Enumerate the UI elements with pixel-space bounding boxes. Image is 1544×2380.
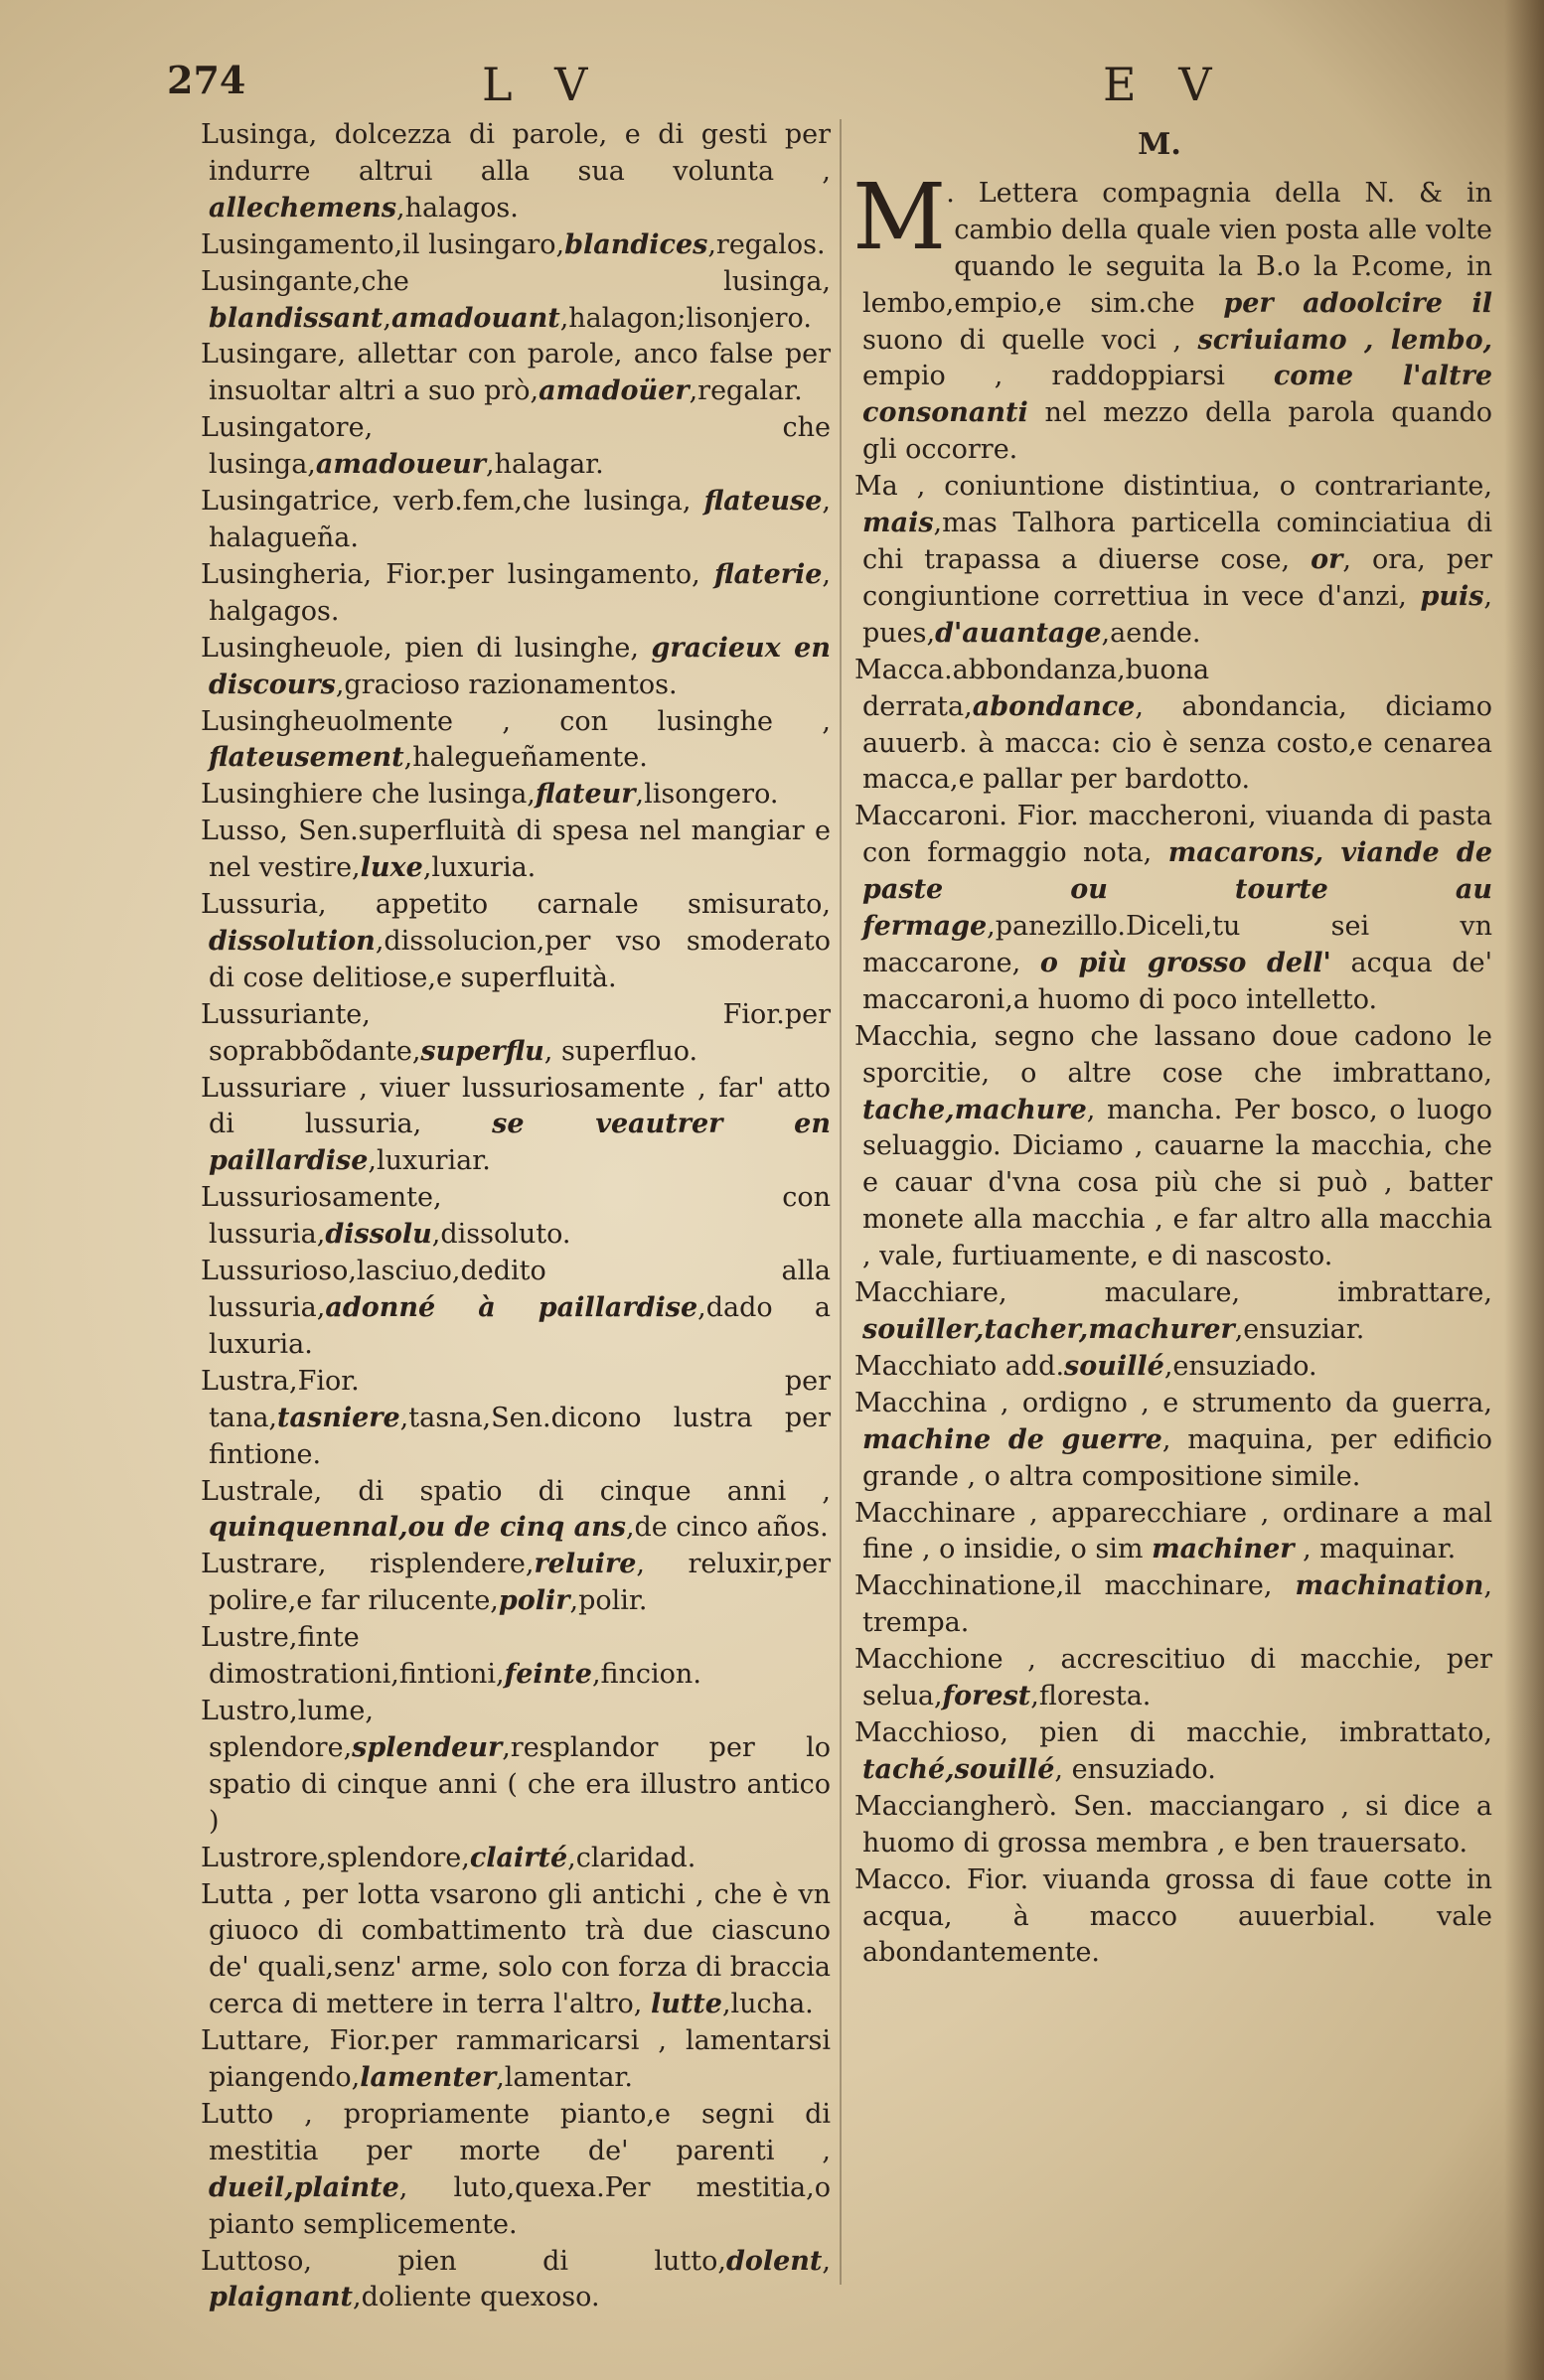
dictionary-entry: Lutta , per lotta vsarono gli antichi , che è vn giuoco di combattimento trà due ciascuno de' quali,senz' arme, solo con forza di braccia cerca di mettere in terra l'altro, lutte,lucha. [201,1878,831,2020]
dictionary-entry: Macchioso, pien di macchie, imbrattato, taché,souillé, ensuziado. [854,1716,1492,1785]
running-header [0,58,1544,117]
dictionary-entry: Lusingamento,il lusingaro,blandices,regalos. [201,228,826,260]
right-running-title: E V [1103,58,1226,111]
dictionary-entry: Lusso, Sen.superfluità di spesa nel mangiar e nel vestire,luxe,luxuria. [201,816,831,884]
dictionary-entry: Lussurioso,lasciuo,dedito alla lussuria,adonné à paillardise,dado a luxuria. [201,1256,831,1360]
dictionary-entry: Lusingatrice, verb.fem,che lusinga, flateuse, halagueña. [201,486,831,553]
dictionary-entry: Lustrare, risplendere,reluire, reluxir,per polire,e far rilucente,polir,polir. [201,1549,831,1617]
dictionary-entry: Macca.abbondanza,buona derrata,abondance, abondancia, diciamo auuerb. à macca: cio è senza costo,e cenarea macca,e pallar per bardotto. [854,654,1492,796]
dictionary-entry: Macchione , accrescitiuo di macchie, per selua,forest,floresta. [854,1644,1492,1712]
dictionary-entry: Lustrore,splendore,clairté,claridad. [201,1842,696,1873]
left-running-title: L V [482,58,602,111]
dictionary-entry: Lutto , propriamente pianto,e segni di mestitia per morte de' parenti , dueil,plainte, luto,quexa.Per mestitia,o pianto semplicemente. [201,2098,831,2240]
dictionary-entry: Macchiare, maculare, imbrattare, souiller,tacher,machurer,ensuziar. [854,1277,1492,1345]
dictionary-entry: Maccaroni. Fior. maccheroni, viuanda di pasta con formaggio nota, macarons, viande de paste ou tourte au fermage,panezillo.Diceli,tu sei vn maccarone, o più grosso dell' acqua de' maccaroni,a huomo di poco intelletto. [854,801,1492,1015]
dictionary-entry: Ma , coniuntione distintiua, o contrariante, mais,mas Talhora particella cominciatiua di chi trapassa a diuerse cose, or, ora, per congiuntione correttiua in vece d'anzi, puis, pues,d'auantage,aende. [854,471,1492,649]
dictionary-entry: Lussuriosamente, con lussuria,dissolu,dissoluto. [201,1182,831,1251]
dictionary-entry: Lusingheuole, pien di lusinghe, gracieux en discours,gracioso razionamentos. [201,632,831,700]
dictionary-entry: Lussuriare , viuer lussuriosamente , far' atto di lussuria, se veautrer en paillardise,luxuriar. [201,1072,831,1177]
dictionary-entry: Lusinghiere che lusinga,flateur,lisongero. [201,779,779,811]
dictionary-entry: Macchinatione,il macchinare, machination, trempa. [854,1570,1492,1639]
dictionary-entry: Lustro,lume, splendore,splendeur,resplandor per lo spatio di cinque anni ( che era illustro antico ) [201,1695,831,1837]
page-number: 274 [167,58,246,102]
dictionary-entry: Macchinare , apparecchiare , ordinare a mal fine , o insidie, o sim machiner , maquinar. [854,1497,1492,1565]
dictionary-entry: Lusingante,che lusinga, blandissant,amadouant,halagon;lisonjero. [201,265,831,334]
dictionary-entry: Macciangherò. Sen. macciangaro , si dice a huomo di grossa membra , e ben trauersato. [854,1790,1492,1859]
dictionary-entry-m [827,163,1492,469]
dictionary-entry: Luttare, Fior.per rammaricarsi , lamentarsi piangendo,lamenter,lamentar. [201,2025,831,2094]
dictionary-entry: Luttoso, pien di lutto,dolent, plaignant,doliente quexoso. [201,2245,831,2313]
dictionary-entry: Lusingatore, che lusinga,amadoueur,halagar. [201,412,831,481]
dictionary-entry: Macco. Fior. viuanda grossa di faue cotte in acqua, à macco auuerbial. vale abondantemente. [854,1863,1492,1969]
dictionary-entry: Lussuriante, Fior.per soprabbõdante,superflu, superfluo. [201,998,831,1067]
dictionary-entry: Lusingheria, Fior.per lusingamento, flaterie, halgagos. [201,558,831,627]
dictionary-entry: Macchina , ordigno , e strumento da guerra, machine de guerre, maquina, per edificio grande , o altra compositione simile. [854,1387,1492,1492]
dictionary-entry: Lusingheuolmente , con lusinghe , flateusement,halegueñamente. [201,705,831,774]
dictionary-entry: Macchiato add.souillé,ensuziado. [854,1350,1317,1382]
entry-text: . Lettera compagnia della N. & in cambio della quale vien posta alle volte quando le seguita la B.o la P.come, in lembo,empio,e sim.che per adoolcire il suono di quelle voci , scriuiamo , lembo, empio , raddoppiarsi come l'altre consonanti nel mezzo della parola quando gli occorre. [862,177,1492,466]
dictionary-entry: Macchia, segno che lassano doue cadono le sporcitie, o altre cose che imbrattano, tache,machure, mancha. Per bosco, o luogo seluaggio. Diciamo , cauarne la macchia, che e cauar d'vna cosa più che si può , batter monete alla macchia , e far altro alla macchia , vale, furtiuamente, e di nascosto. [854,1020,1492,1272]
dictionary-entry: Lusingare, allettar con parole, anco false per insuoltar altri a suo prò,amadoüer,regalar. [201,339,831,407]
dictionary-entry: Lustre,finte dimostrationi,fintioni,feinte,fincion. [201,1622,701,1691]
drop-cap: M [852,163,947,270]
left-column [175,117,831,2316]
dictionary-entry: Lustra,Fior. per tana,tasniere,tasna,Sen.dicono lustra per fintione. [201,1365,831,1470]
right-column [827,117,1492,1972]
dictionary-entry: Lustrale, di spatio di cinque anni , quinquennal,ou de cinq ans,de cinco años. [201,1475,831,1544]
dictionary-entry: Lusinga, dolcezza di parole, e di gesti per indurre altrui alla sua volunta , allechemens,halagos. [201,119,831,223]
section-letter: M. [1138,127,1181,162]
dictionary-entry: Lussuria, appetito carnale smisurato, dissolution,dissolucion,per vso smoderato di cose delitiose,e superfluità. [201,889,831,993]
